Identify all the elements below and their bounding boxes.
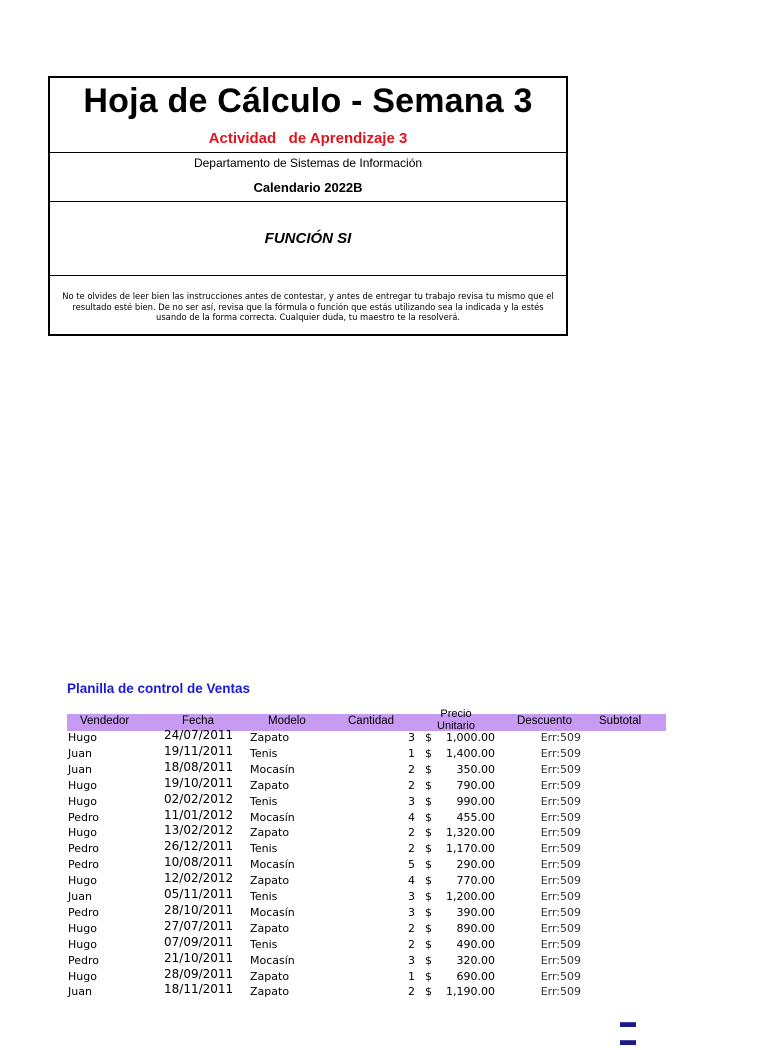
sales-section-title: Planilla de control de Ventas	[67, 681, 251, 696]
cell-currency[interactable]: $	[425, 874, 432, 888]
cell-descuento[interactable]: Err:509	[540, 842, 581, 856]
cell-modelo[interactable]: Zapato	[250, 826, 290, 840]
cell-fecha[interactable]: 24/07/2011	[164, 728, 234, 742]
cell-precio[interactable]: 1,190.00	[446, 985, 495, 999]
table-row	[67, 950, 666, 970]
cell-cantidad[interactable]: 3	[408, 953, 415, 967]
cell-cantidad[interactable]: 2	[408, 985, 415, 999]
cell-modelo[interactable]: Zapato	[250, 731, 290, 744]
cell-currency[interactable]: $	[425, 905, 432, 919]
cell-precio[interactable]: 790.00	[456, 778, 495, 792]
cell-fecha[interactable]: 19/11/2011	[164, 743, 234, 758]
cell-precio[interactable]: 320.00	[456, 953, 495, 967]
cell-cantidad[interactable]: 2	[408, 842, 415, 856]
cell-vendedor[interactable]: Pedro	[68, 953, 100, 967]
page-mark: ▬ ▬	[620, 1014, 636, 1049]
cell-currency[interactable]: $	[425, 969, 432, 983]
function-label: FUNCIÓN SI	[264, 230, 352, 247]
cell-currency[interactable]: $	[425, 746, 432, 760]
cell-precio[interactable]: 350.00	[456, 762, 495, 776]
cell-cantidad[interactable]: 1	[408, 969, 415, 983]
cell-vendedor[interactable]: Hugo	[68, 778, 97, 792]
cell-vendedor[interactable]: Pedro	[68, 905, 100, 919]
cell-cantidad[interactable]: 3	[408, 731, 415, 744]
table-row	[67, 887, 666, 906]
cell-currency[interactable]: $	[425, 953, 432, 967]
cell-descuento[interactable]: Err:509	[540, 762, 581, 776]
calendar-label: Calendario 2022B	[253, 180, 363, 195]
table-header	[67, 708, 666, 732]
cell-modelo[interactable]: Tenis	[250, 890, 278, 903]
cell-currency[interactable]: $	[425, 826, 432, 840]
cell-cantidad[interactable]: 5	[408, 858, 415, 872]
column-header-vendedor[interactable]: Vendedor	[80, 715, 130, 727]
cell-fecha[interactable]: 27/07/2011	[164, 918, 234, 933]
cell-currency[interactable]: $	[425, 890, 432, 903]
cell-cantidad[interactable]: 2	[408, 826, 415, 840]
cell-precio[interactable]: 890.00	[456, 921, 495, 935]
cell-fecha[interactable]: 11/01/2012	[164, 807, 234, 822]
cell-fecha[interactable]: 10/08/2011	[164, 855, 234, 870]
cell-modelo[interactable]: Mocasín	[250, 905, 295, 919]
table-row	[67, 982, 666, 1001]
cell-precio[interactable]: 390.00	[456, 905, 495, 919]
cell-currency[interactable]: $	[425, 921, 432, 935]
cell-vendedor[interactable]: Hugo	[68, 794, 97, 808]
table-row	[67, 966, 666, 986]
instructions-note: No te olvides de leer bien las instrucciones antes de contestar, y antes de entregar tu trabajo revisa tu mismo que el resultado esté bien. De no ser así, revisa que la fórmula o función que estás utilizando sea la indicada y la estés usando de la forma correcta. Cualquier duda, tu maestro te la resolverá.	[62, 291, 554, 322]
cell-descuento[interactable]: Err:509	[540, 921, 581, 935]
table-row	[67, 759, 666, 779]
cell-vendedor[interactable]: Juan	[68, 890, 92, 903]
cell-cantidad[interactable]: 2	[408, 778, 415, 792]
cell-modelo[interactable]: Zapato	[250, 985, 290, 999]
cell-modelo[interactable]: Zapato	[250, 969, 290, 983]
cell-descuento[interactable]: Err:509	[540, 858, 581, 872]
cell-cantidad[interactable]: 3	[408, 905, 415, 919]
cell-precio[interactable]: 1,000.00	[446, 731, 495, 744]
cell-vendedor[interactable]: Hugo	[68, 874, 97, 888]
column-header-modelo[interactable]: Modelo	[268, 715, 306, 727]
cell-descuento[interactable]: Err:509	[540, 969, 581, 983]
cell-descuento[interactable]: Err:509	[540, 905, 581, 919]
cell-precio[interactable]: 1,200.00	[446, 890, 495, 903]
cell-fecha[interactable]: 28/09/2011	[164, 966, 234, 981]
cell-fecha[interactable]: 28/10/2011	[164, 902, 234, 917]
column-header-fecha[interactable]: Fecha	[182, 715, 214, 727]
cell-precio[interactable]: 1,320.00	[446, 826, 495, 840]
cell-fecha[interactable]: 21/10/2011	[164, 950, 234, 965]
cell-precio[interactable]: 770.00	[456, 874, 495, 888]
table-row	[67, 791, 666, 811]
cell-modelo[interactable]: Mocasín	[250, 810, 295, 824]
cell-modelo[interactable]: Zapato	[250, 921, 290, 935]
cell-fecha[interactable]: 02/02/2012	[164, 791, 234, 806]
cell-vendedor[interactable]: Pedro	[68, 842, 100, 856]
cell-fecha[interactable]: 19/10/2011	[164, 775, 234, 790]
cell-descuento[interactable]: Err:509	[540, 985, 581, 999]
cell-modelo[interactable]: Zapato	[250, 874, 290, 888]
header-box	[48, 76, 568, 336]
cell-modelo[interactable]: Zapato	[250, 778, 290, 792]
cell-modelo[interactable]: Tenis	[250, 746, 278, 760]
table-row	[67, 934, 666, 954]
cell-vendedor[interactable]: Pedro	[68, 858, 100, 872]
column-header-subtotal[interactable]: Subtotal	[599, 715, 642, 727]
cell-descuento[interactable]: Err:509	[540, 810, 581, 824]
cell-currency[interactable]: $	[425, 778, 432, 792]
cell-descuento[interactable]: Err:509	[540, 794, 581, 808]
cell-cantidad[interactable]: 2	[408, 937, 415, 951]
cell-precio[interactable]: 290.00	[456, 858, 495, 872]
cell-modelo[interactable]: Mocasín	[250, 858, 295, 872]
cell-currency[interactable]: $	[425, 858, 432, 872]
cell-descuento[interactable]: Err:509	[540, 937, 581, 951]
cell-modelo[interactable]: Mocasín	[250, 953, 295, 967]
cell-fecha[interactable]: 18/11/2011	[164, 982, 234, 997]
table-row	[67, 839, 666, 858]
cell-cantidad[interactable]: 1	[408, 746, 415, 760]
cell-precio[interactable]: 490.00	[456, 937, 495, 951]
table-row	[67, 728, 666, 747]
cell-descuento[interactable]: Err:509	[540, 746, 581, 760]
cell-currency[interactable]: $	[425, 731, 432, 744]
cell-modelo[interactable]: Tenis	[250, 842, 278, 856]
table-row	[67, 807, 666, 827]
cell-modelo[interactable]: Tenis	[250, 794, 278, 808]
cell-vendedor[interactable]: Hugo	[68, 921, 97, 935]
cell-vendedor[interactable]: Juan	[68, 762, 92, 776]
cell-cantidad[interactable]: 3	[408, 890, 415, 903]
table-row	[67, 918, 666, 938]
table-row	[67, 823, 666, 842]
cell-modelo[interactable]: Tenis	[250, 937, 278, 951]
column-header-descuento[interactable]: Descuento	[517, 715, 572, 727]
cell-vendedor[interactable]: Juan	[68, 746, 92, 760]
cell-cantidad[interactable]: 2	[408, 921, 415, 935]
cell-vendedor[interactable]: Hugo	[68, 937, 97, 951]
cell-fecha[interactable]: 18/08/2011	[164, 759, 234, 774]
cell-descuento[interactable]: Err:509	[540, 826, 581, 840]
cell-currency[interactable]: $	[425, 937, 432, 951]
cell-descuento[interactable]: Err:509	[540, 778, 581, 792]
cell-fecha[interactable]: 05/11/2011	[164, 887, 234, 901]
cell-precio[interactable]: 1,170.00	[446, 842, 495, 856]
department-label: Departamento de Sistemas de Información	[193, 156, 423, 170]
table-row	[67, 775, 666, 795]
cell-vendedor[interactable]: Pedro	[68, 810, 100, 824]
cell-cantidad[interactable]: 2	[408, 762, 415, 776]
cell-descuento[interactable]: Err:509	[540, 890, 581, 903]
cell-cantidad[interactable]: 4	[408, 810, 415, 824]
cell-fecha[interactable]: 12/02/2012	[164, 871, 234, 886]
cell-fecha[interactable]: 26/12/2011	[164, 839, 234, 854]
table-row	[67, 855, 666, 874]
cell-cantidad[interactable]: 3	[408, 794, 415, 808]
column-header-cantidad[interactable]: Cantidad	[348, 715, 395, 727]
cell-precio[interactable]: 690.00	[456, 969, 495, 983]
table-row	[67, 902, 666, 922]
cell-precio[interactable]: 990.00	[456, 794, 495, 808]
column-header-precio[interactable]: Precio Unitario	[437, 708, 475, 732]
cell-fecha[interactable]: 13/02/2012	[164, 823, 234, 838]
cell-vendedor[interactable]: Hugo	[68, 826, 97, 840]
cell-currency[interactable]: $	[425, 810, 432, 824]
cell-currency[interactable]: $	[425, 842, 432, 856]
cell-cantidad[interactable]: 4	[408, 874, 415, 888]
divider	[50, 152, 566, 153]
cell-descuento[interactable]: Err:509	[540, 874, 581, 888]
table-row	[67, 743, 666, 763]
divider	[50, 201, 566, 202]
cell-fecha[interactable]: 07/09/2011	[164, 934, 234, 949]
cell-descuento[interactable]: Err:509	[540, 953, 581, 967]
cell-vendedor[interactable]: Juan	[68, 985, 92, 999]
table-row	[67, 871, 666, 890]
cell-precio[interactable]: 455.00	[456, 810, 495, 824]
cell-vendedor[interactable]: Hugo	[68, 731, 97, 744]
divider	[50, 275, 566, 276]
cell-currency[interactable]: $	[425, 794, 432, 808]
activity-subtitle: Actividad de Aprendizaje 3	[208, 130, 408, 147]
cell-currency[interactable]: $	[425, 762, 432, 776]
cell-precio[interactable]: 1,400.00	[446, 746, 495, 760]
cell-modelo[interactable]: Mocasín	[250, 762, 295, 776]
cell-descuento[interactable]: Err:509	[540, 731, 581, 744]
cell-currency[interactable]: $	[425, 985, 432, 999]
page-title: Hoja de Cálculo - Semana 3	[83, 82, 533, 120]
cell-vendedor[interactable]: Hugo	[68, 969, 97, 983]
